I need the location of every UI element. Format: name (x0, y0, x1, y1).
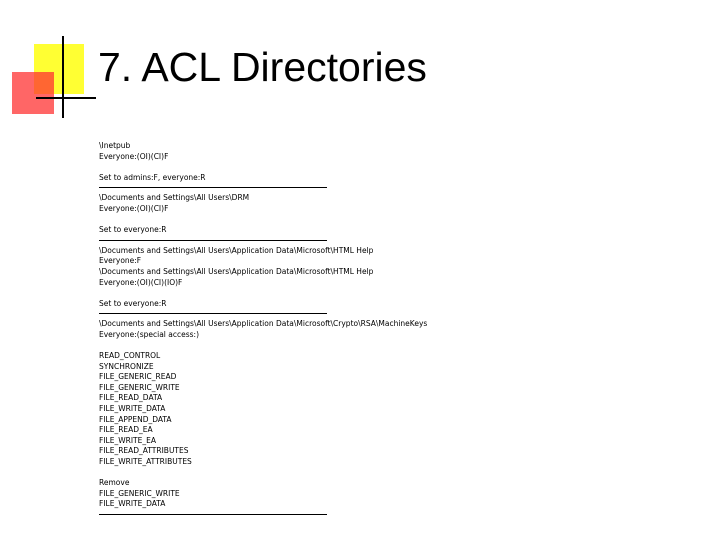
text-line: FILE_READ_ATTRIBUTES (99, 446, 189, 456)
blank-line (99, 215, 699, 226)
blank-line (99, 288, 699, 299)
horizontal-accent-line (36, 97, 96, 99)
red-accent-square (12, 72, 54, 114)
text-line: \Documents and Settings\All Users\DRM (99, 193, 250, 203)
text-line: Remove (99, 478, 130, 488)
text-line: READ_CONTROL (99, 351, 161, 361)
text-line: FILE_READ_DATA (99, 393, 163, 403)
text-line: Set to everyone:R (99, 225, 167, 235)
text-line: FILE_WRITE_ATTRIBUTES (99, 457, 192, 467)
text-line: Everyone:(OI)(CI)F (99, 151, 169, 161)
blank-line (99, 162, 699, 173)
blank-line (99, 341, 699, 352)
text-line: FILE_WRITE_DATA (99, 499, 166, 509)
text-line: \Inetpub (99, 141, 131, 150)
text-line: Everyone:F (99, 256, 142, 266)
text-line: FILE_GENERIC_WRITE (99, 382, 180, 392)
blank-line (99, 468, 699, 479)
text-line: Everyone:(OI)(CI)(IO)F (99, 277, 183, 287)
text-line: FILE_WRITE_EA (99, 435, 156, 445)
text-line: \Documents and Settings\All Users\Application Data\Microsoft\HTML Help (99, 266, 374, 276)
text-line: FILE_GENERIC_WRITE (99, 488, 180, 498)
text-line: SYNCHRONIZE (99, 361, 154, 371)
separator-line (99, 514, 327, 515)
text-line: FILE_APPEND_DATA (99, 414, 172, 424)
text-line: Everyone:(special access:) (99, 329, 200, 339)
vertical-accent-line (62, 36, 64, 118)
separator-line (99, 187, 327, 188)
text-line: Set to everyone:R (99, 298, 167, 308)
slide-body (99, 141, 699, 520)
text-line: FILE_GENERIC_READ (99, 372, 177, 382)
text-line: Set to admins:F, everyone:R (99, 172, 206, 182)
text-line: Everyone:(OI)(CI)F (99, 203, 169, 213)
text-line: \Documents and Settings\All Users\Application Data\Microsoft\Crypto\RSA\MachineKeys (99, 319, 428, 329)
slide-title: 7. ACL Directories (98, 44, 427, 90)
separator-line (99, 313, 327, 314)
separator-line (99, 240, 327, 241)
text-line: \Documents and Settings\All Users\Application Data\Microsoft\HTML Help (99, 245, 374, 255)
text-line: FILE_WRITE_DATA (99, 404, 166, 414)
text-line: FILE_READ_EA (99, 425, 153, 435)
